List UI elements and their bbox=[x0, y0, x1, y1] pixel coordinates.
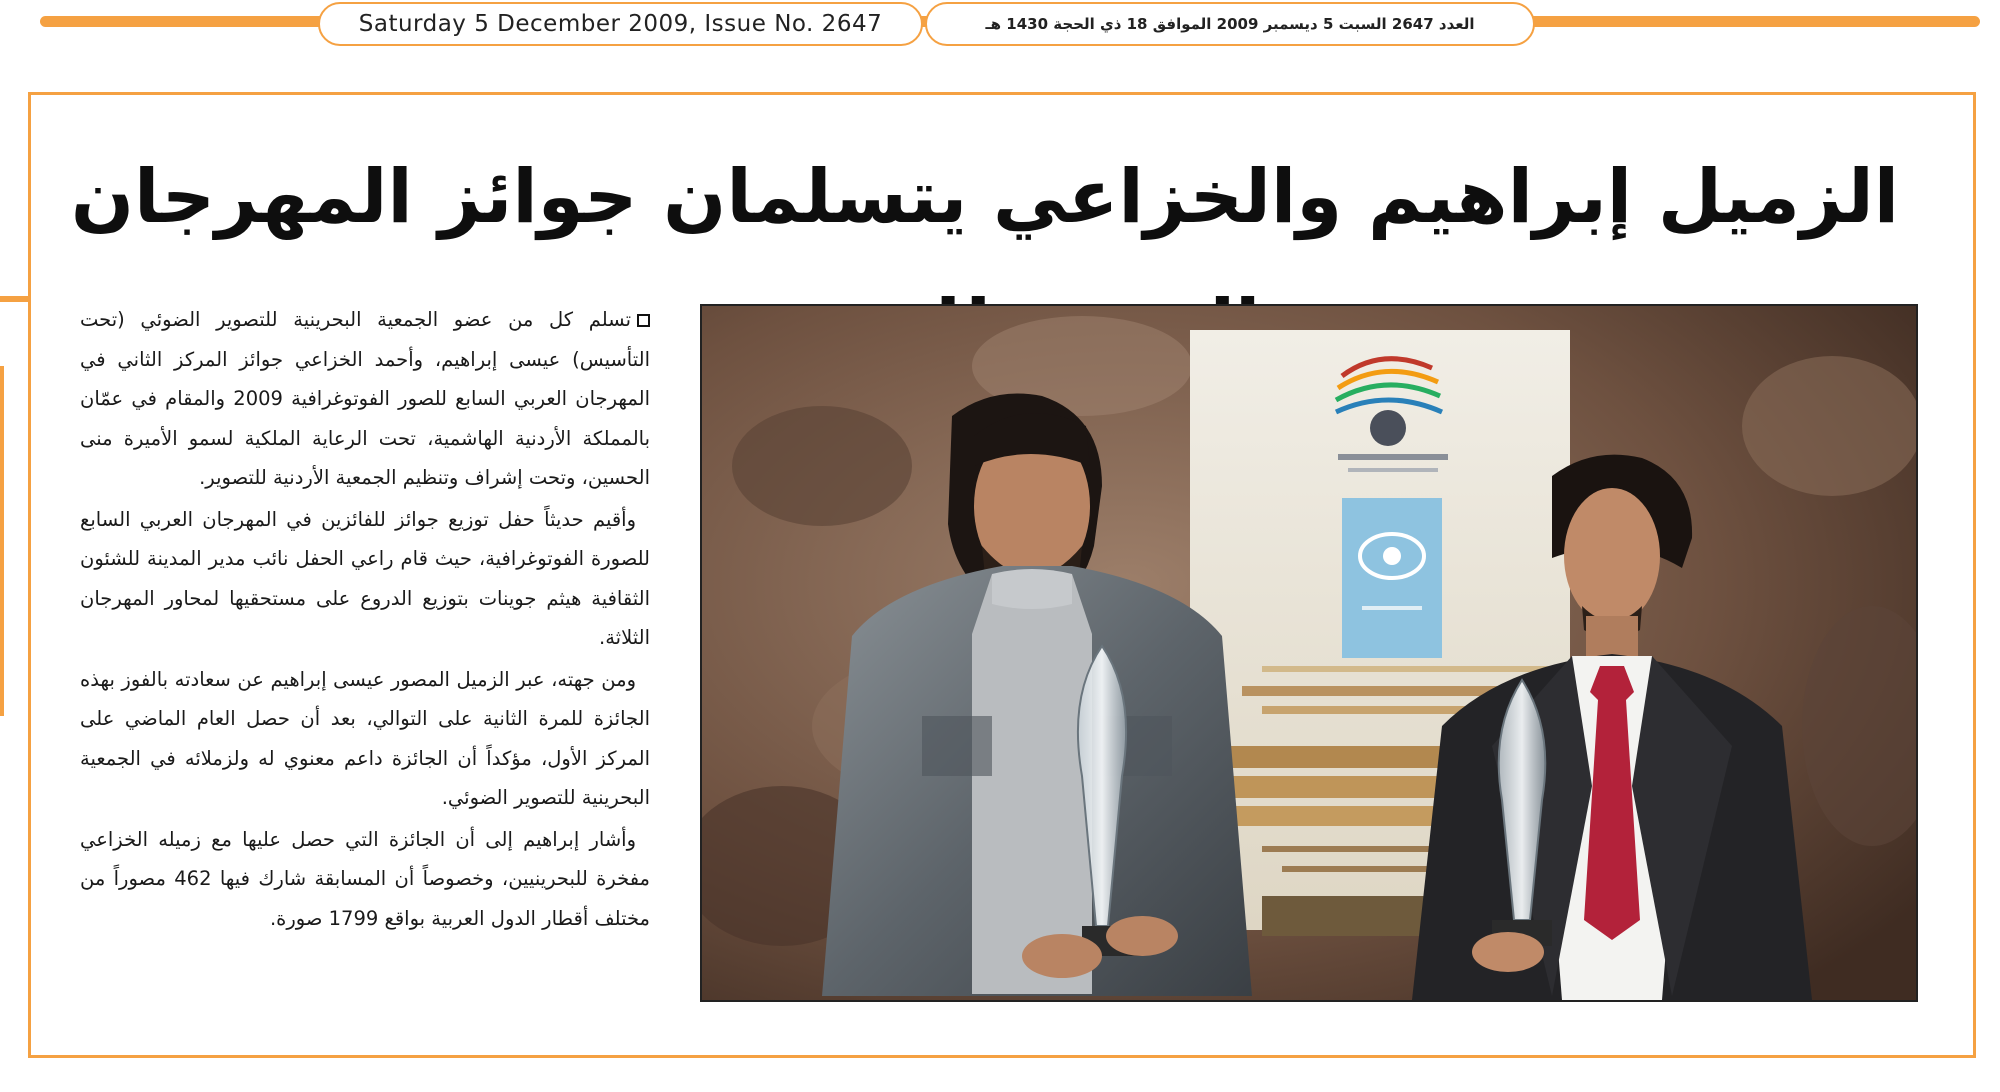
margin-mark bbox=[0, 296, 30, 302]
bullet-box-icon bbox=[637, 314, 650, 327]
english-date-banner bbox=[318, 2, 923, 46]
article-body bbox=[80, 300, 650, 940]
article-paragraph: ومن جهته، عبر الزميل المصور عيسى إبراهيم عن سعادته بالفوز بهذه الجائزة للمرة الثانية على التوالي، بعد أن حصل العام الماضي على المركز الأول، مؤكداً أن الجائزة داعم معنوي له ولزملائه في الجمعية البحرينية للتصوير الضوئي. bbox=[80, 667, 650, 809]
photo-illustration bbox=[702, 306, 1916, 1000]
article-headline: الزميل إبراهيم والخزاعي يتسلمان جوائز المهرجان bbox=[70, 154, 1900, 240]
english-date: Saturday 5 December 2009, Issue No. 2647 bbox=[358, 11, 883, 37]
arabic-date-banner bbox=[925, 2, 1535, 46]
arabic-date: العدد 2647 السبت 5 ديسمبر 2009 الموافق 18 ذي الحجة 1430 هـ bbox=[985, 15, 1475, 33]
margin-bar bbox=[0, 366, 4, 716]
article-photo bbox=[700, 304, 1918, 1002]
article-paragraph: وأقيم حديثاً حفل توزيع جوائز للفائزين في المهرجان العربي السابع للصورة الفوتوغرافية، حيث قام راعي الحفل نائب مدير المدينة للشئون الثقافية هيثم جوينات بتوزيع الدروع على مستحقيها لمحاور المهرجان الثلاثة. bbox=[80, 507, 650, 649]
article-paragraph: تسلم كل من عضو الجمعية البحرينية للتصوير الضوئي (تحت التأسيس) عيسى إبراهيم، وأحمد الخزاعي جوائز المركز الثاني في المهرجان العربي السابع للصور الفوتوغرافية 2009 والمقام في عمّان بالمملكة الأردنية الهاشمية، تحت الرعاية الملكية لسمو الأميرة منى الحسين، وتحت إشراف وتنظيم الجمعية الأردنية للتصوير. bbox=[80, 308, 650, 489]
article-paragraph: وأشار إبراهيم إلى أن الجائزة التي حصل عليها مع زميله الخزاعي مفخرة للبحرينيين، وخصوصاً أن المسابقة شارك فيها 462 مصوراً من مختلف أقطار الدول العربية بواقع 1799 صورة. bbox=[80, 827, 651, 930]
